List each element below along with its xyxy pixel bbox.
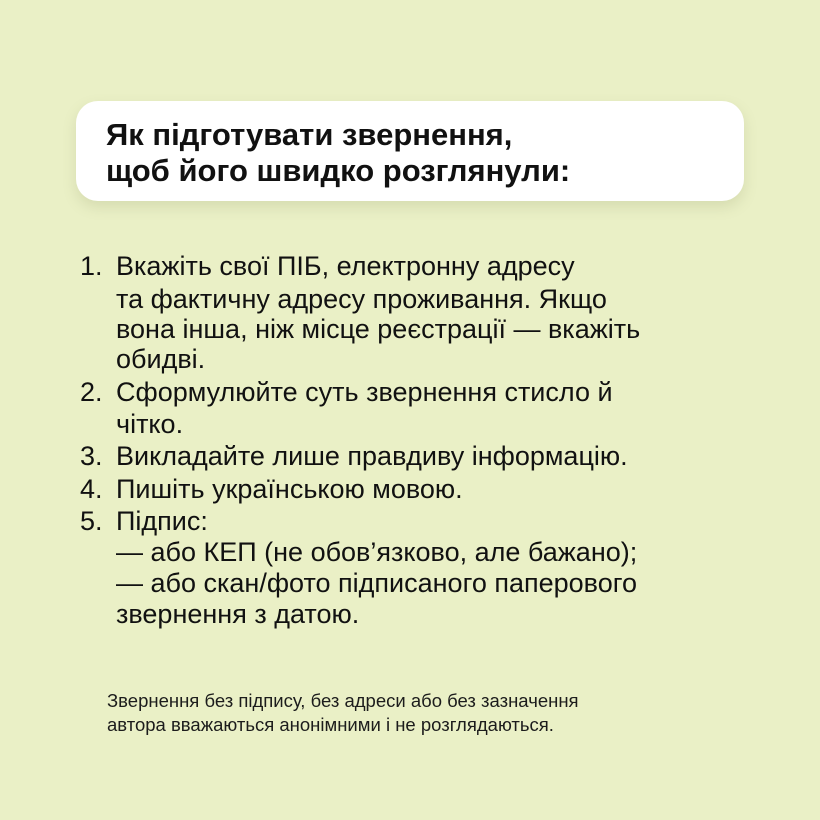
step-2-line-2: чітко.: [116, 409, 184, 439]
step-4-line-1: Пишіть українською мовою.: [116, 474, 463, 504]
step-5-number: 5.: [80, 506, 103, 536]
step-5-line-3: — або скан/фото підписаного паперового: [116, 568, 637, 598]
step-5-line-1: Підпис:: [116, 506, 208, 536]
step-5-line-4: звернення з датою.: [116, 599, 360, 629]
footnote-line-1: Звернення без підпису, без адреси або без зазначення: [107, 690, 579, 711]
title-line-2: щоб його швидко розглянули:: [106, 153, 571, 188]
step-1-line-2: та фактичну адресу проживання. Якщо: [116, 284, 607, 314]
step-1-line-3: вона інша, ніж місце реєстрації — вкажіть: [116, 314, 641, 344]
step-2-number: 2.: [80, 377, 103, 407]
step-2-line-1: Сформулюйте суть звернення стисло й: [116, 377, 613, 407]
title-line-1: Як підготувати звернення,: [106, 117, 513, 152]
step-4-number: 4.: [80, 474, 103, 504]
step-3-line-1: Викладайте лише правдиву інформацію.: [116, 441, 628, 471]
footnote-line-2: автора вважаються анонімними і не розглядаються.: [107, 714, 554, 735]
step-1-line-1: Вкажіть свої ПІБ, електронну адресу: [116, 251, 575, 281]
step-3-number: 3.: [80, 441, 103, 471]
step-1-number: 1.: [80, 251, 103, 281]
step-1-line-4: обидві.: [116, 344, 206, 374]
step-5-line-2: — або КЕП (не обов’язково, але бажано);: [116, 537, 638, 567]
